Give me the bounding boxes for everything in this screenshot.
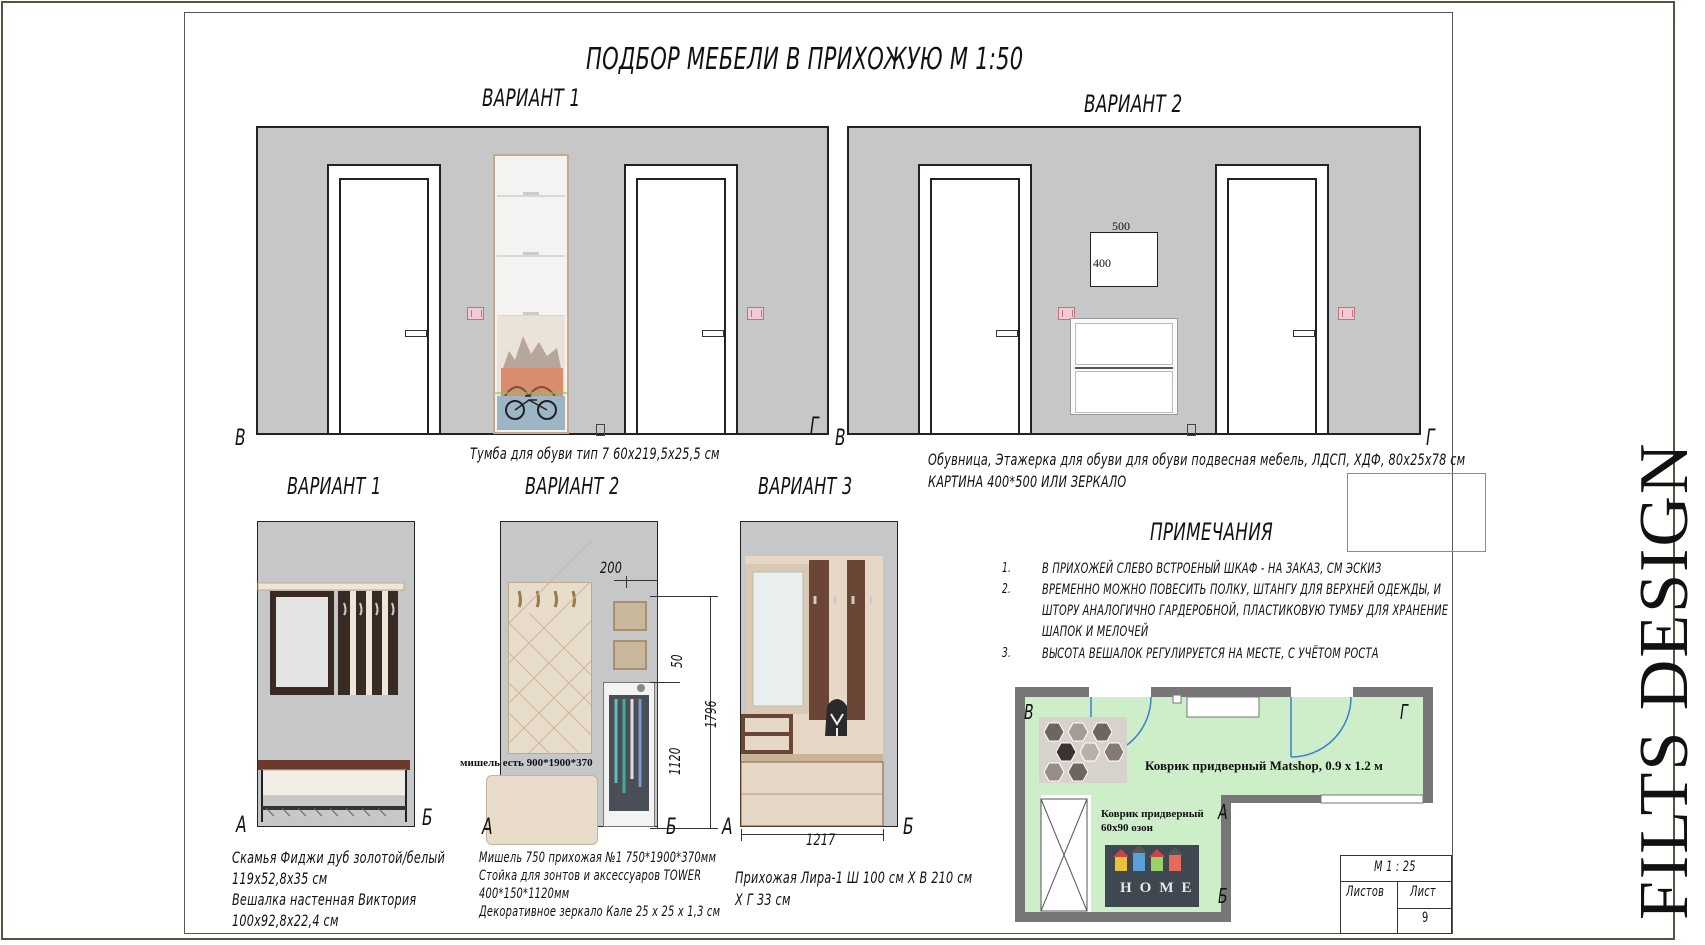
v3-mark-b: Б	[903, 815, 914, 840]
note-line: ВРЕМЕННО МОЖНО ПОВЕСИТЬ ПОЛКУ, ШТАНГУ ДЛЯ ВЕРХНЕЙ ОДЕЖДЫ, И	[1042, 582, 1442, 598]
umbrella-stand-illustration	[603, 682, 655, 827]
v1-caption-line: Вешалка настенная Виктория	[232, 890, 417, 909]
dim-line	[650, 682, 680, 683]
dim-400: 400	[1093, 256, 1111, 270]
top-left-heading: ВАРИАНТ 1	[482, 84, 581, 112]
v2-mark-a: А	[482, 815, 493, 840]
note-number: 3.	[1002, 646, 1012, 661]
dim-line	[650, 828, 718, 829]
v1-mark-a: А	[236, 813, 247, 838]
dim-line	[650, 596, 718, 597]
top-left-mark-g: Г	[810, 414, 819, 439]
note-line: ШАПОК И МЕЛОЧЕЙ	[1042, 624, 1149, 640]
dim-200: 200	[600, 558, 623, 577]
v1-caption-line: Скамья Фиджи дуб золотой/белый	[232, 848, 446, 867]
rug2-label: Коврик придверный	[1101, 808, 1204, 820]
stamp-sheet-number: 9	[1422, 910, 1429, 926]
socket	[1187, 424, 1196, 436]
dim-1796: 1796	[702, 700, 720, 728]
v3-mark-a: А	[722, 815, 733, 840]
dim-1120: 1120	[666, 747, 684, 775]
dim-50: 50	[668, 654, 686, 668]
plan-mark-g: Г	[1400, 700, 1409, 724]
mirror-icon	[613, 601, 647, 631]
v1-heading: ВАРИАНТ 1	[287, 474, 382, 500]
empty-box	[1347, 473, 1486, 552]
note-line: ШТОРУ АНАЛОГИЧНО ГАРДЕРОБНОЙ, ПЛАСТИКОВУЮ ТУМБУ ДЛЯ ХРАНЕНИЕ	[1042, 603, 1449, 619]
v2-caption-line: 400*150*1120мм	[479, 886, 570, 902]
top-right-caption-2: КАРТИНА 400*500 ИЛИ ЗЕРКАЛО	[928, 472, 1127, 491]
note-line: В ПРИХОЖЕЙ СЛЕВО ВСТРОЕНЫЙ ШКАФ - НА ЗАКАЗ, СМ ЭСКИЗ	[1042, 561, 1382, 577]
bench-illustration	[258, 760, 410, 826]
stamp-scale: М 1 : 25	[1374, 859, 1416, 875]
top-left-mark-v: В	[235, 426, 246, 451]
dim-line	[741, 829, 742, 841]
stamp-sheets-label: Листов	[1346, 884, 1385, 900]
brand-logo-text: FILTS DESIGN	[1626, 441, 1703, 920]
coat-hanger-illustration	[258, 583, 404, 705]
top-right-mark-v: В	[835, 426, 846, 451]
v2-mark-b: Б	[666, 815, 677, 840]
plan-mark-v: В	[1024, 700, 1034, 724]
shoe-rack-illustration	[1070, 318, 1178, 415]
dim-500: 500	[1112, 219, 1130, 233]
v2-heading: ВАРИАНТ 2	[525, 474, 620, 500]
top-right-mark-g: Г	[1426, 426, 1435, 451]
v3-heading: ВАРИАНТ 3	[758, 474, 853, 500]
ottoman-illustration	[486, 775, 598, 845]
plan-mark-b: Б	[1218, 884, 1228, 908]
top-right-door-right	[1215, 164, 1329, 435]
dim-line	[626, 576, 627, 588]
v1-mark-b: Б	[422, 806, 433, 831]
top-right-door-left	[918, 164, 1032, 435]
note-number: 2.	[1002, 582, 1012, 597]
dim-line	[883, 829, 884, 841]
rug2-label: 60х90 озон	[1101, 822, 1153, 834]
v2-caption-line: Декоративное зеркало Кале 25 х 25 х 1,3 см	[479, 904, 721, 920]
note-number: 1.	[1002, 561, 1012, 576]
switch-icon	[1338, 307, 1355, 320]
notes-heading: ПРИМЕЧАНИЯ	[1150, 518, 1273, 546]
top-left-door-left	[327, 164, 441, 435]
dim-1217: 1217	[806, 830, 836, 849]
page-title: ПОДБОР МЕБЕЛИ В ПРИХОЖУЮ М 1:50	[586, 42, 1024, 77]
switch-icon	[747, 307, 764, 320]
v1-caption-line: 119х52,8х35 см	[232, 869, 328, 888]
hallway-set-illustration	[741, 556, 883, 826]
plan-mark-a: А	[1218, 800, 1228, 824]
v2-caption-line: Стойка для зонтов и аксессуаров TOWER	[479, 868, 702, 884]
rug1-label: Коврик придверный Matshop, 0.9 x 1.2 м	[1145, 758, 1383, 773]
v3-caption-line: Прихожая Лира-1 Ш 100 см Х В 210 см	[735, 868, 973, 887]
top-left-door-right	[624, 164, 738, 435]
shoe-cabinet-illustration	[493, 154, 569, 434]
socket	[596, 424, 605, 436]
mirror-icon	[613, 640, 647, 670]
padded-panel-illustration	[508, 582, 592, 754]
note-line: ВЫСОТА ВЕШАЛОК РЕГУЛИРУЕТСЯ НА МЕСТЕ, С УЧЁТОМ РОСТА	[1042, 646, 1379, 662]
dim-line	[614, 580, 658, 581]
v3-caption-line: Х Г 33 см	[735, 890, 791, 909]
dim-line	[657, 596, 658, 828]
top-right-caption-1: Обувница, Этажерка для обуви для обуви подвесная мебель, ЛДСП, ХДФ, 80х25х78 см	[928, 450, 1466, 469]
v1-caption-line: 100х92,8х22,4 см	[232, 911, 339, 930]
top-left-caption: Тумба для обуви тип 7 60х219,5х25,5 см	[470, 444, 720, 463]
top-right-heading: ВАРИАНТ 2	[1084, 90, 1183, 118]
v2-item-label: мишель есть 900*1900*370	[460, 757, 593, 769]
switch-icon	[467, 307, 484, 320]
v2-caption-line: Мишель 750 прихожая №1 750*1900*370мм	[479, 850, 717, 866]
stamp-sheet-label: Лист	[1410, 884, 1436, 900]
rug2-home-text: HOME	[1120, 880, 1200, 896]
